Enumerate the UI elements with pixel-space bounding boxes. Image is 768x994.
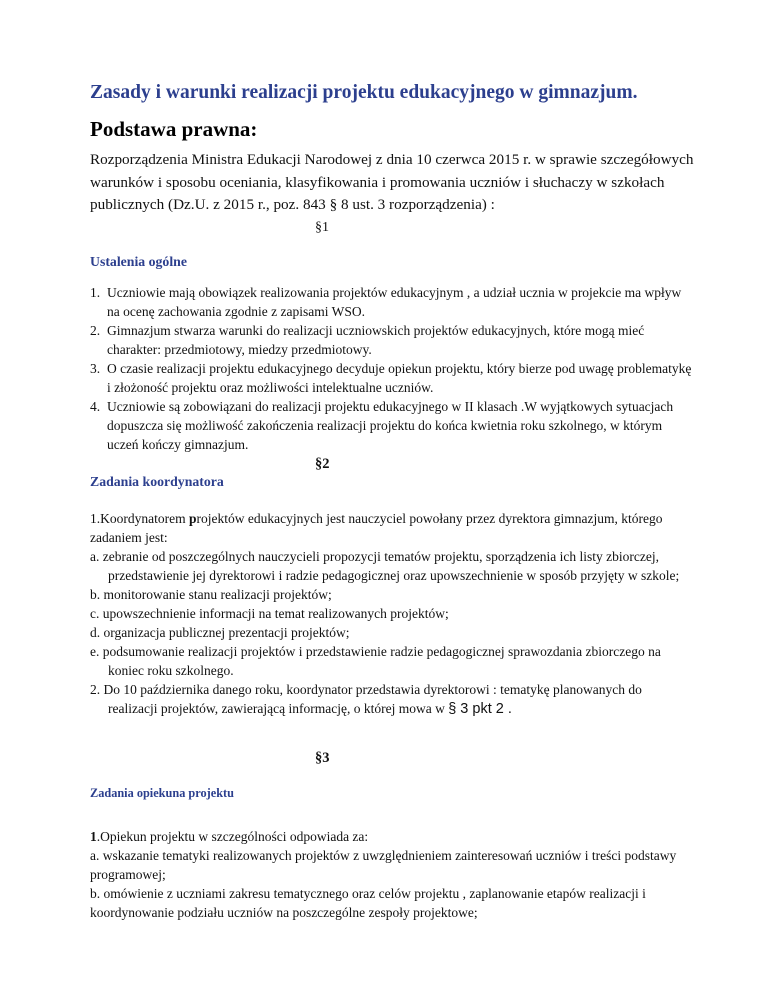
section1-mark: §1 — [315, 220, 329, 235]
list-item: 2. Gimnazjum stwarza warunki do realizacji uczniowskich projektów edukacyjnych, które mogą mieć charakter: przedmiotowy, miedzy przedmiotowy. — [90, 323, 645, 357]
list-item: c. upowszechnienie informacji na temat realizowanych projektów; — [90, 606, 449, 621]
list-item: d. organizacja publicznej prezentacji projektów; — [90, 625, 350, 640]
section1-heading: Ustalenia ogólne — [90, 254, 187, 269]
section2-body — [90, 509, 694, 719]
list-item: a. zebranie od poszczególnych nauczycieli propozycji tematów projektu, sporządzenia ich listy zbiorczej, przedstawienie jej dyrektorowi i radzie pedagogicznej oraz upowszechnienie w sposób przyjęty w szkole; — [90, 549, 680, 583]
list-item: 4. Uczniowie są zobowiązani do realizacji projektu edukacyjnego w II klasach .W wyjątkowych sytuacjach dopuszcza się możliwość zakończenia realizacji projektu do końca kwietnia roku szkolnego, w którym uczeń kończy gimnazjum. — [90, 399, 674, 452]
section2-mark: §2 — [315, 456, 330, 472]
list-item: 1. Uczniowie mają obowiązek realizowania projektów edukacyjnym , a udział ucznia w projekcie ma wpływ na ocenę zachowania zgodnie z zapisami WSO. — [90, 285, 682, 319]
list-item: 3. O czasie realizacji projektu edukacyjnego decyduje opiekun projektu, który bierze pod uwagę problematykę i złożoność projektu oraz możliwości intelektualne uczniów. — [90, 361, 692, 395]
section2-heading: Zadania koordynatora — [90, 474, 224, 489]
list-item: e. podsumowanie realizacji projektów i przedstawienie radzie pedagogicznej sprawozdania zbiorczego na koniec roku szkolnego. — [90, 644, 661, 678]
list-item: b. omówienie z uczniami zakresu tematycznego oraz celów projektu , zaplanowanie etapów realizacji i koordynowanie podziału uczniów na poszczególne zespoły projektowe; — [90, 886, 646, 920]
section3-heading: Zadania opiekuna projektu — [90, 786, 234, 800]
legal-basis-heading: Podstawa prawna: — [90, 117, 258, 141]
section3-body — [90, 827, 694, 922]
list-item: b. monitorowanie stanu realizacji projektów; — [90, 587, 332, 602]
legal-basis-text: Rozporządzenia Ministra Edukacji Narodowej z dnia 10 czerwca 2015 r. w sprawie szczegółowych warunków i sposobu oceniania, klasyfikowania i promowania uczniów i słuchaczy w szkołach publicznych (Dz.U. z 2015 r., poz. 843 § 8 ust. 3 rozporządzenia) : — [90, 151, 694, 213]
section1-list — [90, 283, 694, 454]
list-item: a. wskazanie tematyki realizowanych projektów z uwzględnieniem zainteresowań uczniów i treści podstawy programowej; — [90, 848, 677, 882]
section3-mark: §3 — [315, 750, 330, 766]
section2-point2: 2. Do 10 października danego roku, koordynator przedstawia dyrektorowi : tematykę planowanych do realizacji projektów, zawierającą informację, o której mowa w § 3 pkt 2 . — [90, 682, 642, 717]
section3-intro: 1.Opiekun projektu w szczególności odpowiada za: — [90, 829, 369, 844]
document-title: Zasady i warunki realizacji projektu edukacyjnego w gimnazjum. — [90, 82, 638, 103]
paragraph-reference: § 3 pkt 2 . — [448, 701, 512, 717]
section2-intro: 1.Koordynatorem projektów edukacyjnych jest nauczyciel powołany przez dyrektora gimnazjum, którego zadaniem jest: — [90, 511, 663, 545]
